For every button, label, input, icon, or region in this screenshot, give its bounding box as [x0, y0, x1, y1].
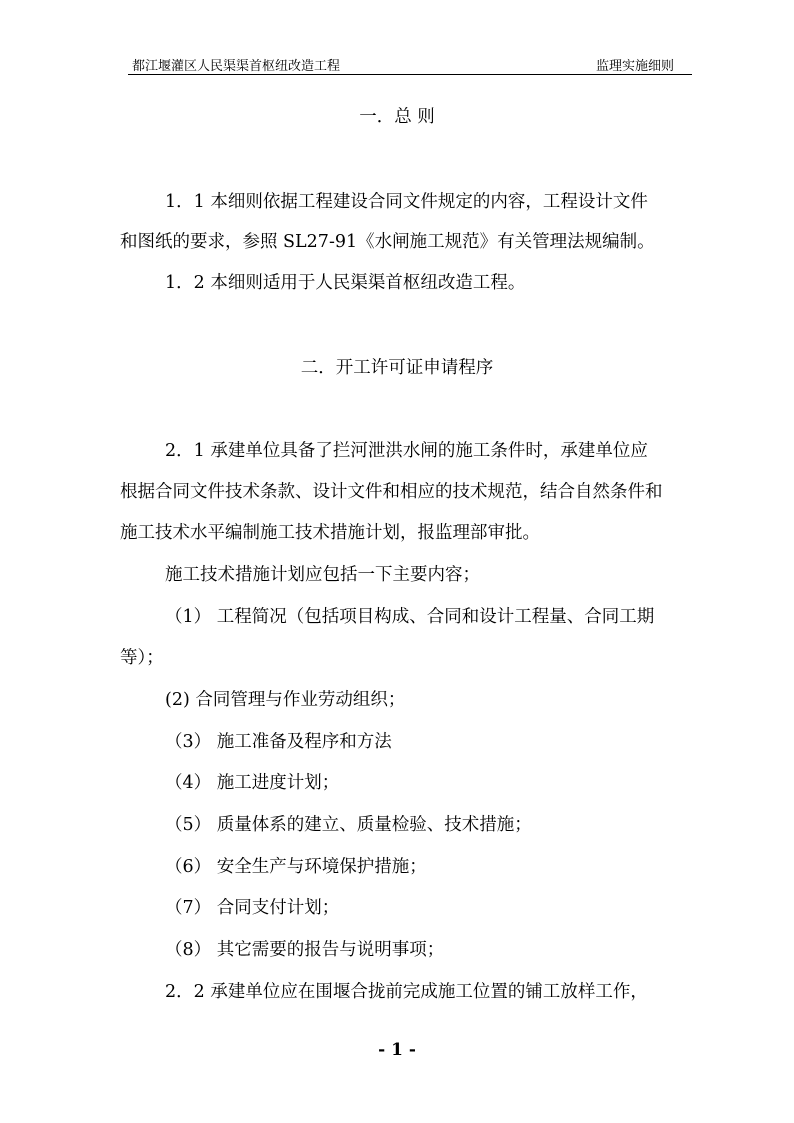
paragraph-2-1-line-3: 施工技术水平编制施工技术措施计划，报监理部审批。	[120, 523, 540, 543]
list-item-6: （6） 安全生产与环境保护措施；	[165, 857, 427, 877]
paragraph-1-1-line-2: 和图纸的要求，参照 SL27-91《水闸施工规范》有关管理法规编制。	[120, 232, 655, 252]
list-item-5: （5） 质量体系的建立、质量检验、技术措施；	[165, 815, 532, 835]
list-item-2: (2) 合同管理与作业劳动组织；	[165, 690, 406, 710]
plan-contents-intro: 施工技术措施计划应包括一下主要内容；	[165, 565, 480, 585]
list-item-4: （4） 施工进度计划；	[165, 773, 340, 793]
paragraph-2-2-line-1: 2．2 承建单位应在围堰合拢前完成施工位置的铺工放样工作，	[165, 982, 648, 1002]
list-item-3: （3） 施工准备及程序和方法	[165, 732, 392, 752]
page-number: - 1 -	[378, 1040, 416, 1060]
header-rule	[128, 74, 692, 75]
paragraph-1-1-line-1: 1．1 本细则依据工程建设合同文件规定的内容，工程设计文件	[165, 192, 648, 212]
list-item-8: （8） 其它需要的报告与说明事项；	[165, 940, 445, 960]
paragraph-2-1-line-2: 根据合同文件技术条款、设计文件和相应的技术规范，结合自然条件和	[120, 482, 663, 502]
section-1-heading: 一．总 则	[359, 107, 435, 127]
header-project-title: 都江堰灌区人民渠渠首枢纽改造工程	[132, 59, 341, 74]
list-item-7: （7） 合同支付计划；	[165, 898, 340, 918]
header-document-type: 监理实施细则	[595, 59, 674, 74]
section-2-heading: 二．开工许可证申请程序	[300, 358, 494, 378]
list-item-1-line-1: （1） 工程简况（包括项目构成、合同和设计工程量、合同工期	[165, 607, 655, 627]
paragraph-1-2: 1．2 本细则适用于人民渠渠首枢纽改造工程。	[165, 273, 526, 293]
paragraph-2-1-line-1: 2．1 承建单位具备了拦河泄洪水闸的施工条件时，承建单位应	[165, 441, 648, 461]
list-item-1-line-2: 等）；	[120, 648, 164, 668]
